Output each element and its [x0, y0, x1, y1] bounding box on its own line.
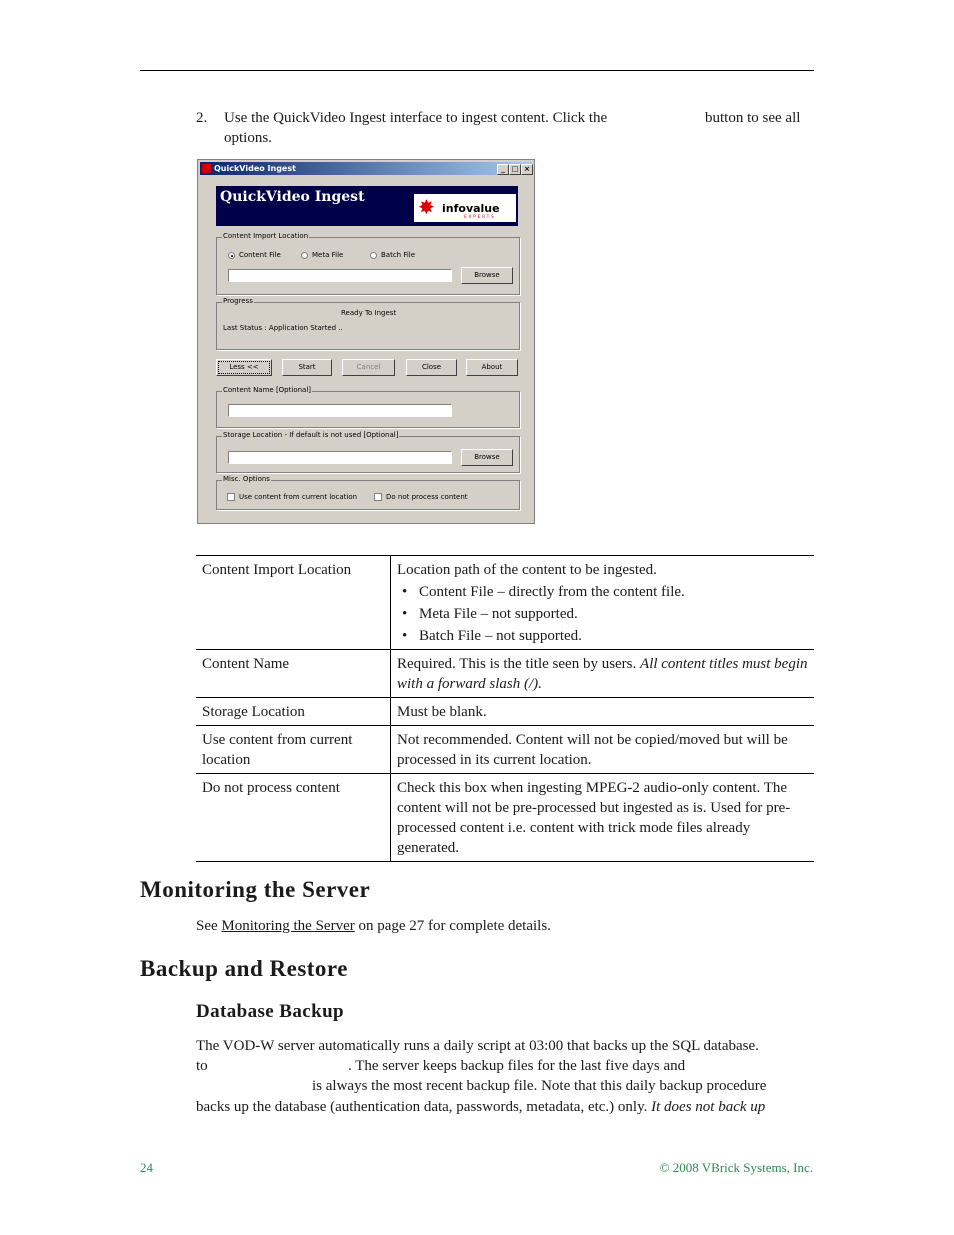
field-name: Content Import Location — [196, 556, 391, 650]
progress-status: Ready To Ingest — [341, 309, 397, 317]
header-rule — [140, 70, 814, 71]
app-icon — [202, 164, 211, 173]
logo-text: infovalue — [442, 202, 500, 215]
group-legend: Content Import Location — [223, 232, 309, 240]
cancel-button[interactable]: Cancel — [342, 359, 395, 376]
desc-text: Required. This is the title seen by users. — [397, 656, 637, 672]
table-row — [196, 650, 814, 698]
field-desc — [391, 556, 815, 650]
group-legend: Content Name [Optional] — [223, 386, 311, 394]
field-name: Content Name — [196, 650, 391, 698]
storage-location-input[interactable] — [228, 451, 452, 464]
radio-meta-file[interactable] — [301, 252, 308, 259]
banner-title: QuickVideo Ingest — [220, 189, 365, 205]
backup-line-1: The VOD-W server automatically runs a daily script at 03:00 that backs up the SQL database. — [196, 1038, 759, 1054]
list-item: • Meta File – not supported. — [397, 604, 808, 624]
radio-label-batch-file: Batch File — [381, 251, 416, 259]
misc-options-group — [216, 475, 520, 510]
infovalue-logo — [414, 194, 516, 222]
logo-star-icon: ✸ — [418, 195, 435, 219]
close-icon[interactable]: × — [521, 164, 533, 175]
field-desc: Check this box when ingesting MPEG-2 audio-only content. The content will not be pre-processed but ingested as is. Used for pre-processed content i.e. content with trick mode files already generated. — [391, 774, 815, 862]
monitoring-heading: Monitoring the Server — [140, 877, 371, 902]
copyright: © 2008 VBrick Systems, Inc. — [659, 1160, 813, 1175]
field-desc: Not recommended. Content will not be copied/moved but will be processed in its current location. — [391, 726, 815, 774]
step-text: Use the QuickVideo Ingest interface to ingest content. Click the — [224, 110, 608, 126]
monitoring-paragraph — [196, 916, 814, 936]
app-banner — [216, 186, 518, 226]
desc-text: Location path of the content to be ingested. — [397, 562, 657, 578]
backup-line-2a: to — [196, 1058, 208, 1074]
table-row — [196, 774, 814, 862]
content-name-group — [216, 386, 520, 428]
progress-group — [216, 297, 520, 350]
group-legend: Progress — [223, 297, 253, 305]
quickvideo-ingest-window — [197, 159, 535, 524]
maximize-icon[interactable]: □ — [509, 164, 521, 175]
field-desc — [391, 650, 815, 698]
radio-batch-file[interactable] — [370, 252, 377, 259]
desc-bullets — [397, 582, 808, 646]
table-row — [196, 556, 814, 650]
see-text: See — [196, 918, 218, 934]
page-number: 24 — [140, 1160, 153, 1175]
options-table — [196, 555, 814, 862]
logo-subtext: EXPERTS — [464, 214, 496, 219]
step-text-continued: options. — [224, 130, 272, 146]
radio-label-content-file: Content File — [239, 251, 281, 259]
storage-location-group — [216, 431, 520, 473]
last-status: Last Status : Application Started .. — [223, 324, 343, 332]
step-text-after: button to see all — [705, 110, 801, 126]
field-name: Do not process content — [196, 774, 391, 862]
see-after-text: on page 27 for complete details. — [358, 918, 551, 934]
backup-line-4-italic: It does not back up — [651, 1099, 766, 1115]
content-import-group — [216, 232, 520, 295]
field-name: Storage Location — [196, 698, 391, 726]
content-name-input[interactable] — [228, 404, 452, 417]
field-desc: Must be blank. — [391, 698, 815, 726]
field-name: Use content from current location — [196, 726, 391, 774]
use-current-location-label: Use content from current location — [239, 493, 358, 501]
step-number: 2. — [196, 110, 208, 126]
backup-line-4 — [196, 1097, 814, 1117]
list-item: • Batch File – not supported. — [397, 626, 808, 646]
list-item: • Content File – directly from the content file. — [397, 582, 808, 602]
less-button[interactable]: Less << — [216, 359, 272, 376]
radio-content-file[interactable] — [228, 252, 235, 259]
minimize-icon[interactable]: _ — [497, 164, 509, 175]
backup-line-2b: . The server keeps backup files for the last five days and — [348, 1058, 686, 1074]
table-row — [196, 726, 814, 774]
group-legend: Storage Location - If default is not used [Optional] — [223, 431, 399, 439]
window-title: QuickVideo Ingest — [214, 164, 296, 173]
backup-line-3-text: is always the most recent backup file. Note that this daily backup procedure — [312, 1078, 767, 1094]
storage-browse-button[interactable]: Browse — [461, 449, 513, 466]
radio-label-meta-file: Meta File — [312, 251, 344, 259]
do-not-process-label: Do not process content — [386, 493, 468, 501]
do-not-process-checkbox[interactable] — [374, 493, 382, 501]
start-button[interactable]: Start — [282, 359, 332, 376]
use-current-location-checkbox[interactable] — [227, 493, 235, 501]
close-button[interactable]: Close — [406, 359, 457, 376]
backup-line-2 — [196, 1056, 814, 1076]
monitoring-link[interactable]: Monitoring the Server — [221, 918, 355, 934]
browse-button[interactable]: Browse — [461, 267, 513, 284]
database-backup-heading: Database Backup — [196, 1001, 344, 1022]
backup-heading: Backup and Restore — [140, 956, 348, 981]
desc-italic: All content titles must begin with a forward slash (/). — [397, 656, 808, 692]
backup-line-4-text: backs up the database (authentication data, passwords, metadata, etc.) only. — [196, 1099, 648, 1115]
table-row — [196, 698, 814, 726]
about-button[interactable]: About — [466, 359, 518, 376]
content-path-input[interactable] — [228, 269, 452, 282]
group-legend: Misc. Options — [223, 475, 270, 483]
window-titlebar — [200, 162, 532, 175]
